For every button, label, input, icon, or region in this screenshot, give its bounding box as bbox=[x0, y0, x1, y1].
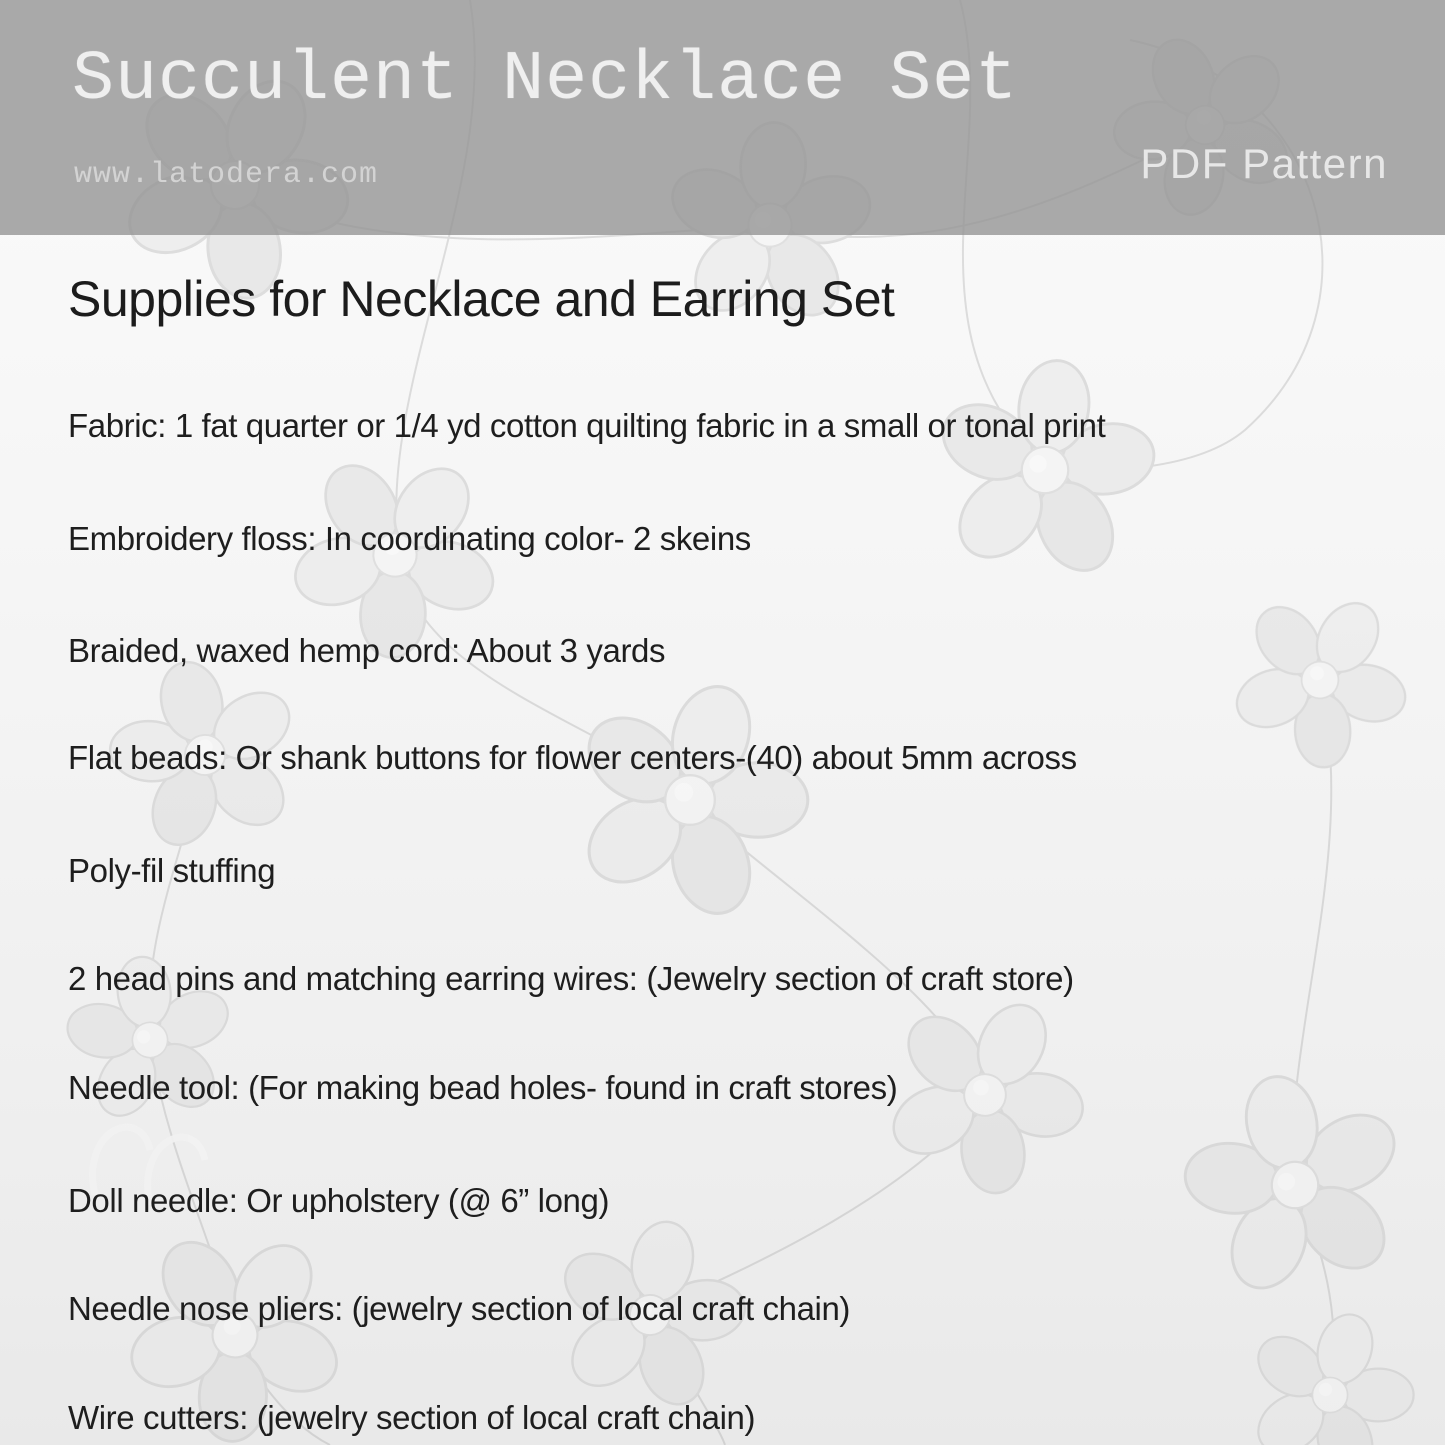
supply-item-needle-tool: Needle tool: (For making bead holes- found in craft stores) bbox=[68, 1069, 898, 1106]
supply-item-hemp-cord: Braided, waxed hemp cord: About 3 yards bbox=[68, 632, 666, 669]
supply-item-doll-needle: Doll needle: Or upholstery (@ 6” long) bbox=[68, 1182, 610, 1219]
supply-item-wire-cutters: Wire cutters: (jewelry section of local craft chain) bbox=[68, 1399, 756, 1436]
pdf-pattern-badge: PDF Pattern bbox=[1140, 140, 1388, 187]
supply-item-fabric: Fabric: 1 fat quarter or 1/4 yd cotton quilting fabric in a small or tonal print bbox=[68, 407, 1106, 444]
supply-item-flat-beads: Flat beads: Or shank buttons for flower centers-(40) about 5mm across bbox=[68, 739, 1077, 776]
supply-item-embroidery-floss: Embroidery floss: In coordinating color- 2 skeins bbox=[68, 520, 751, 557]
page-title: Succulent Necklace Set bbox=[72, 41, 1019, 120]
site-url: www.latodera.com bbox=[74, 158, 379, 192]
supply-item-head-pins: 2 head pins and matching earring wires: (Jewelry section of craft store) bbox=[68, 960, 1074, 997]
supply-item-polyfil: Poly-fil stuffing bbox=[68, 852, 276, 889]
supply-item-needle-nose-pliers: Needle nose pliers: (jewelry section of local craft chain) bbox=[68, 1290, 850, 1327]
supplies-heading: Supplies for Necklace and Earring Set bbox=[68, 271, 895, 327]
